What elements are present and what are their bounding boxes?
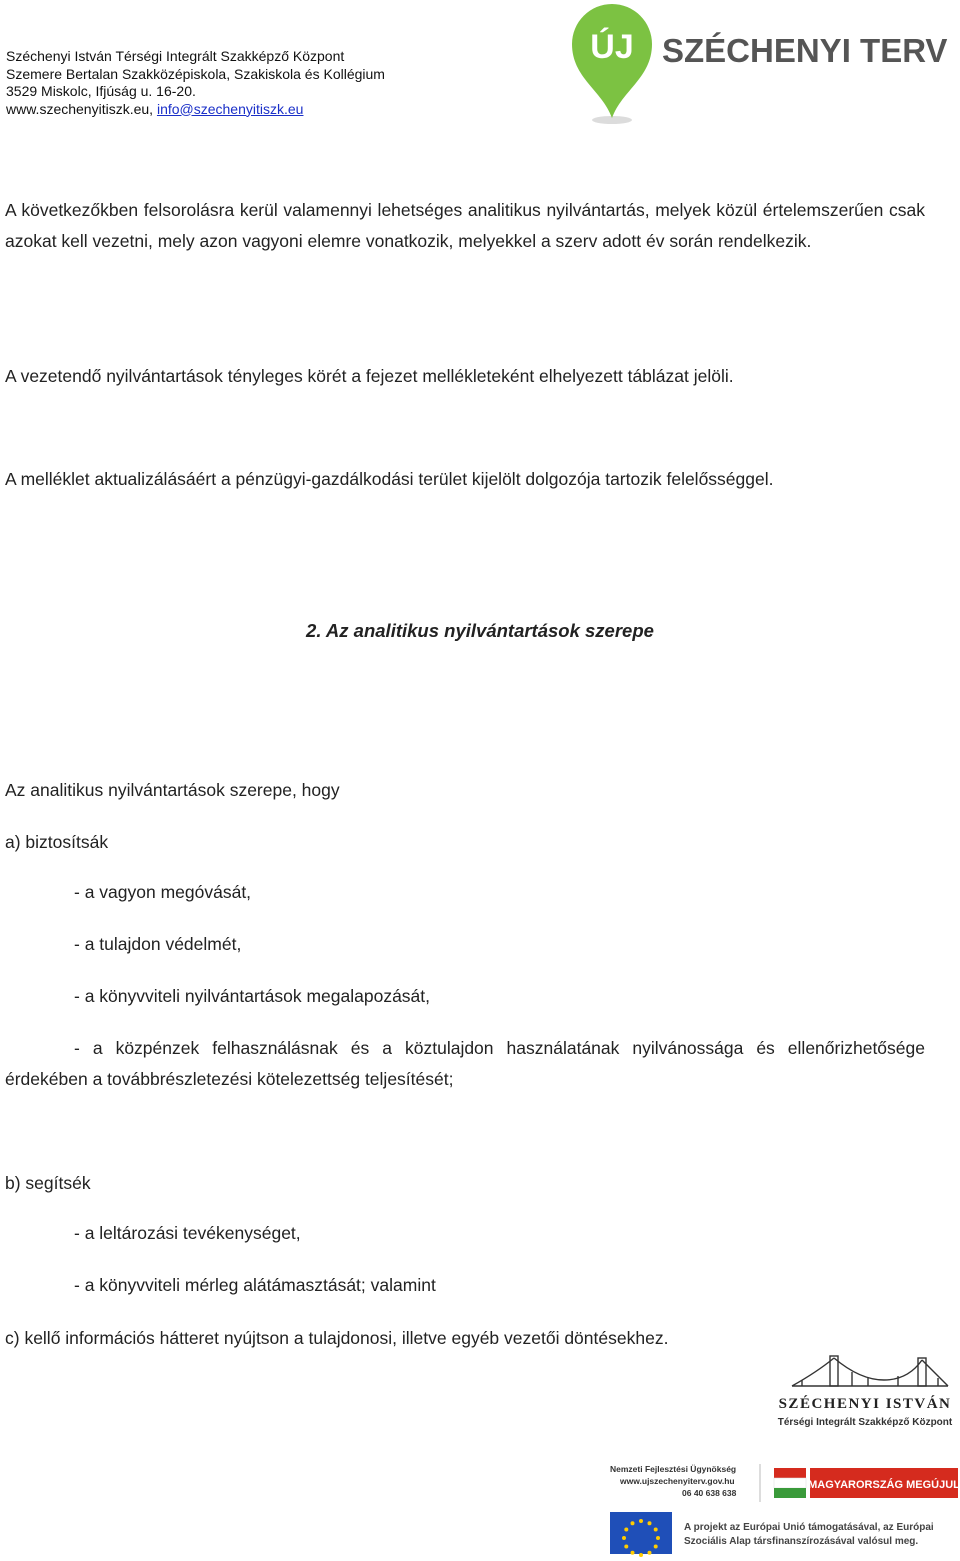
address: 3529 Miskolc, Ifjúság u. 16-20. xyxy=(6,83,196,99)
institution-header xyxy=(6,48,385,118)
eu-flag-icon xyxy=(610,1512,672,1557)
chain-bridge-icon xyxy=(792,1356,948,1386)
b-item-1: - a leltározási tevékenységet, xyxy=(74,1223,301,1243)
szechenyi-istvan-logo xyxy=(772,1350,958,1432)
intro-paragraph: A következőkben felsorolásra kerül valamennyi lehetséges analitikus nyilvántartás, melyek közül értelemszerűen csak azokat kell vezetni, mely azon vagyoni elemre vonatkozik, melyekkel a szerv adott év során rendelkezik. xyxy=(5,200,925,251)
a-item-2: - a tulajdon védelmét, xyxy=(74,934,242,954)
logo-name-text: SZÉCHENYI TERV xyxy=(662,32,948,69)
szechenyi-logo-name: SZÉCHENYI ISTVÁN xyxy=(778,1396,952,1412)
magyarorszag-megujul-text: MAGYARORSZÁG MEGÚJUL xyxy=(808,1479,960,1491)
section-heading: 2. Az analitikus nyilvántartások szerepe xyxy=(306,620,654,641)
logo-badge-text: ÚJ xyxy=(590,28,634,66)
nfu-url-text: www.ujszechenyiterv.gov.hu xyxy=(620,1476,735,1486)
responsibility-paragraph: A melléklet aktualizálásáért a pénzügyi-gazdálkodási terület kijelölt dolgozója tartozik felelősséggel. xyxy=(5,469,774,489)
email-link[interactable]: info@szechenyitiszk.eu xyxy=(156,100,304,117)
b-item-2: - a könyvviteli mérleg alátámasztását; valamint xyxy=(74,1275,436,1295)
eu-support-line-1: A projekt az Európai Unió támogatásával, az Európai xyxy=(684,1522,934,1533)
a-item-3: - a könyvviteli nyilvántartások megalapozását, xyxy=(74,986,431,1006)
uj-szechenyi-terv-logo xyxy=(570,0,960,130)
contact-separator: , xyxy=(149,100,157,117)
nfu-agency-text: Nemzeti Fejlesztési Ügynökség xyxy=(610,1464,737,1474)
a-item-1: - a vagyon megóvását, xyxy=(74,882,252,902)
contact-line xyxy=(6,101,385,119)
scope-paragraph: A vezetendő nyilvántartások tényleges körét a fejezet mellékleteként elhelyezett táblázat jelöli. xyxy=(5,366,734,386)
item-a-label: a) biztosítsák xyxy=(5,832,109,852)
school-name: Szemere Bertalan Szakközépiskola, Szakiskola és Kollégium xyxy=(6,65,385,82)
role-intro: Az analitikus nyilvántartások szerepe, hogy xyxy=(5,780,340,800)
item-b-label: b) segítsék xyxy=(5,1173,91,1193)
website-link[interactable]: www.szechenyitiszk.eu xyxy=(6,100,150,117)
institution-name: Széchenyi István Térségi Integrált Szakképző Központ xyxy=(6,48,345,64)
nfu-phone-text: 06 40 638 638 xyxy=(682,1488,737,1498)
szechenyi-logo-sub: Térségi Integrált Szakképző Központ xyxy=(777,1417,953,1428)
item-c-line: c) kellő információs hátteret nyújtson a tulajdonosi, illetve egyéb vezetői döntésekhez. xyxy=(5,1328,669,1348)
a-item-4: - a közpénzek felhasználásnak és a köztulajdon használatának nyilvánossága és ellenőrizhetősége érdekében a továbbrészletezési kötelezettség teljesítését; xyxy=(5,1038,925,1089)
nfu-eu-block xyxy=(600,1460,960,1560)
eu-support-line-2: Szociális Alap társfinanszírozásával valósul meg. xyxy=(684,1536,919,1547)
hungarian-flag-icon xyxy=(774,1468,806,1498)
